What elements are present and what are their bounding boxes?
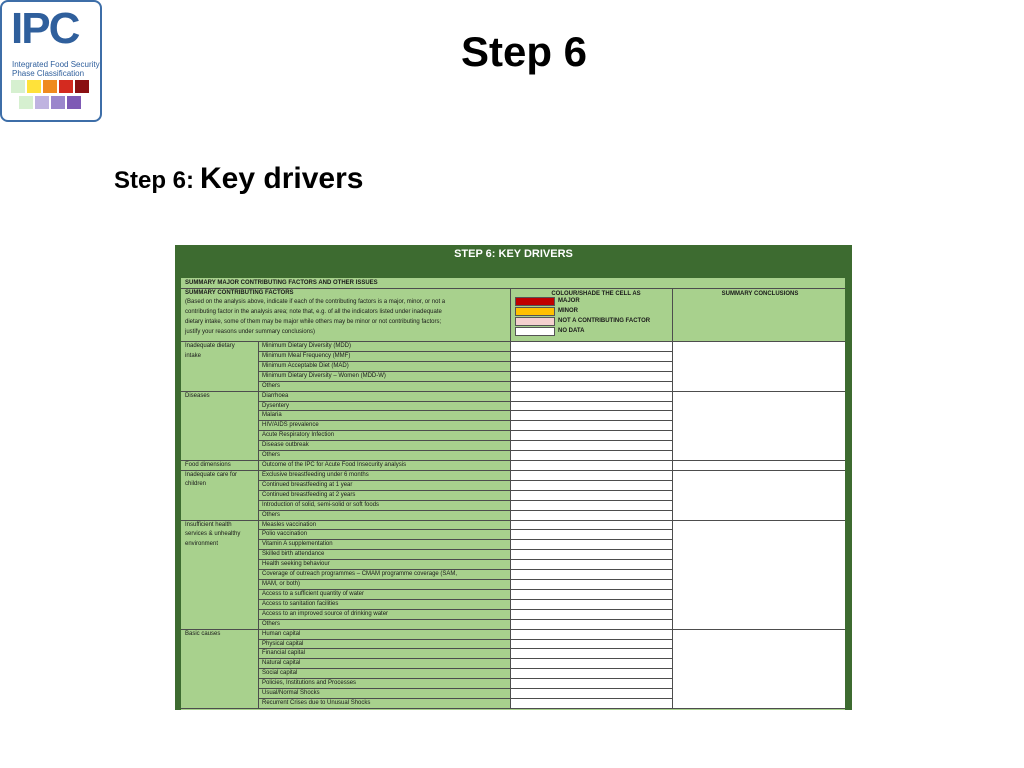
legend-label: MAJOR (558, 298, 580, 304)
factor-item: Coverage of outreach programmes – CMAM programme coverage (SAM, (262, 571, 458, 578)
factor-item: Others (262, 511, 281, 518)
factor-item: Measles vaccination (262, 521, 317, 528)
factor-item: Vitamin A supplementation (262, 541, 333, 548)
legend-label: NOT A CONTRIBUTING FACTOR (558, 318, 651, 324)
legend-label: MINOR (558, 308, 578, 314)
group-name: intake (185, 352, 202, 359)
legend-swatch (515, 317, 555, 326)
group-name: Insufficient health (185, 521, 232, 528)
factor-item: Physical capital (262, 640, 304, 647)
col1-desc-2: contributing factor in the analysis area; note that, e.g. of all the indicators listed under inadequate (185, 309, 442, 315)
factor-item: MAM, or both) (262, 581, 301, 588)
section-title: SUMMARY MAJOR CONTRIBUTING FACTORS AND OTHER ISSUES (185, 280, 378, 286)
logo-swatch (35, 96, 49, 109)
logo-swatch (59, 80, 73, 93)
col4-title: SUMMARY CONCLUSIONS (721, 291, 799, 297)
group-name: Food dimensions (185, 462, 231, 469)
factor-item: Access to a sufficient quantity of water (262, 590, 364, 597)
factor-item: Minimum Dietary Diversity – Women (MDD-W) (262, 372, 386, 379)
legend-label: NO DATA (558, 328, 585, 334)
conclusions-column[interactable] (673, 341, 845, 708)
factor-item: Skilled birth attendance (262, 551, 325, 558)
factor-item: Continued breastfeeding at 2 years (262, 491, 356, 498)
factor-item: Others (262, 382, 281, 389)
factor-item: Minimum Acceptable Diet (MAD) (262, 362, 349, 369)
factor-item: Natural capital (262, 660, 301, 667)
col1-desc-3: dietary intake, some of them may be major while others may be minor or not contributing factors; (185, 319, 442, 325)
factor-item: Minimum Meal Frequency (MMF) (262, 352, 351, 359)
legend-swatch (515, 297, 555, 306)
factor-item: Health seeking behaviour (262, 561, 330, 568)
factor-item: Disease outbreak (262, 442, 309, 449)
col3-title: COLOUR/SHADE THE CELL AS (551, 291, 641, 297)
factor-item: Others (262, 620, 281, 627)
factor-item: Acute Respiratory Infection (262, 432, 335, 439)
factor-item: Malaria (262, 412, 282, 419)
factor-item: Minimum Dietary Diversity (MDD) (262, 343, 352, 349)
key-drivers-table (175, 245, 852, 710)
factor-item: Human capital (262, 630, 301, 637)
factor-item: Policies, Institutions and Processes (262, 680, 357, 687)
logo-swatch (67, 96, 81, 109)
subtitle-prefix: Step 6: (114, 167, 195, 194)
factor-item: Dysentery (262, 402, 290, 409)
col1-desc-1: (Based on the analysis above, indicate if each of the contributing factors is a major, minor, or not a (185, 299, 446, 305)
factor-item: Access to sanitation facilities (262, 600, 339, 607)
logo-text: IPC (11, 4, 79, 53)
factor-item: Access to an improved source of drinking water (262, 610, 389, 617)
logo-swatch (43, 80, 57, 93)
page-title: Step 6 (460, 28, 588, 75)
factor-item: Continued breastfeeding at 1 year (262, 481, 353, 488)
table-body (181, 278, 845, 710)
group-name: environment (185, 540, 219, 547)
logo-swatch (27, 80, 41, 93)
factor-item: Others (262, 452, 281, 459)
subtitle-main: Key drivers (200, 162, 364, 195)
col1-title: SUMMARY CONTRIBUTING FACTORS (185, 290, 294, 296)
factor-item: HIV/AIDS prevalence (262, 422, 319, 429)
logo-swatch (75, 80, 89, 93)
col1-desc-4: justify your reasons under summary conclusions) (185, 329, 316, 335)
logo-swatch (11, 80, 25, 93)
logo-swatch (51, 96, 65, 109)
factor-item: Financial capital (262, 650, 306, 657)
factor-item: Usual/Normal Shocks (262, 690, 320, 697)
group-name: Inadequate care for (185, 471, 238, 478)
group-name: Diseases (185, 392, 210, 399)
legend-swatch (515, 307, 555, 316)
factor-item: Introduction of solid, semi-solid or soft foods (262, 501, 380, 508)
factor-item: Exclusive breastfeeding under 6 months (262, 471, 369, 478)
factor-item: Polio vaccination (262, 531, 308, 538)
factor-item: Outcome of the IPC for Acute Food Insecurity analysis (262, 462, 407, 469)
factor-item: Social capital (262, 670, 298, 677)
table-header: STEP 6: KEY DRIVERS (454, 248, 573, 260)
legend-swatch (515, 327, 555, 336)
group-name: Inadequate dietary (185, 343, 235, 349)
factor-item: Diarrhoea (262, 392, 289, 399)
group-name: Basic causes (185, 630, 221, 637)
slide-subtitle (114, 162, 363, 196)
group-name: services & unhealthy (185, 531, 241, 538)
group-name: children (185, 481, 207, 488)
factor-item: Recurrent Crises due to Unusual Shocks (262, 700, 371, 707)
colour-column[interactable] (511, 341, 672, 708)
logo-swatch (19, 96, 33, 109)
logo-subtitle: Integrated Food Security Phase Classification (12, 60, 100, 78)
